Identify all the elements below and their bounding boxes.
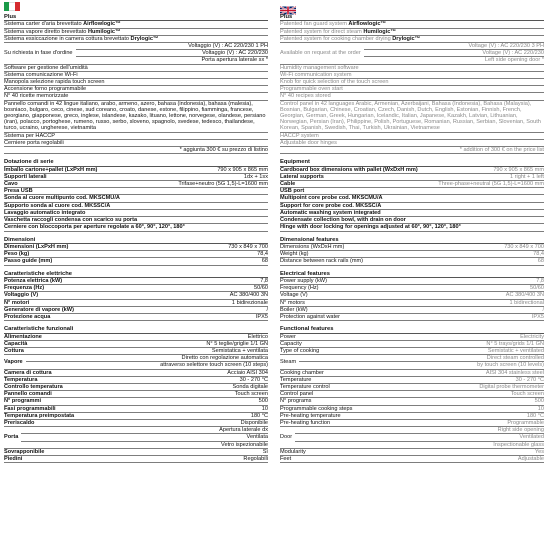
italy-flag-icon (4, 2, 268, 11)
languages-paragraph: Control panel in 42 languages Arabic, Armenian, Azerbaijani, Bahasa (Indonesia), Bahasa (Malaysia), Bosnian, Bulgarian, Chinese, Croatian, Czech, Danish, Dutch, English, Estonian, Finnish, French, Georgian, German, Greek, Hungarian, Icelandic, Italian, Japanese, Kazakh, Latvian, Lithuanian, Norwegian, Persian (Iran), Philippine, Polish, Portuguese, Romanian, Russian, Serbian, Slovenian, South Korean, Spanish, Swedish, Thai, Turkish, Ukrainian, Vietnamese (280, 101, 544, 133)
steam-row: Steam Direct steam controlled by touch screen (10 levels) (280, 355, 544, 369)
languages-paragraph: Pannello comandi in 42 lingue italiano, arabo, armeno, azero, bahasa (indonesia), bahasa (malesia), bosniaco, bulgaro, ceco, cinese, sud coreano, croato, danese, estone, filippino, fiamminga, francese, georgiano, giapponese, greco, inglese, islandese, kazako, lituano, lettone, norvegese, olandese, persiano (iran), polacco, portoghese, rumeno, russo, serbo, sloveno, spagnolo, svedese, tedesco, thailandese, turco, ucraino, ungherese, vietnamita (4, 101, 268, 133)
feature-row: Sistema essiccazione in camera cottura brevettato Drylogic™ (4, 36, 268, 43)
spec-row: Lavaggio automatico integrato (4, 210, 268, 217)
spec-row: Hinge with door locking for openings adjusted at 60°, 90°, 120°, 180° (280, 224, 544, 231)
door-row: Porta Apertura laterale dx Ventilata Vetro ispezionabile (4, 427, 268, 448)
spec-row: Temperature 30 - 270 °C (280, 376, 544, 383)
spec-row: Cottura Semistatica + ventilata (4, 347, 268, 354)
section-heading: Plus (4, 14, 268, 21)
spec-row: N° programmi 500 (4, 398, 268, 405)
spec-row: Peso (kg) 78,4 (4, 251, 268, 258)
section-heading: Plus (280, 14, 544, 21)
section-heading: Dimensional features (280, 237, 544, 244)
spec-row: N° motori 1 bidirezionale (4, 299, 268, 306)
feature-row: Programmable oven start (280, 86, 544, 93)
spec-row: Type of cooking Semistatic + ventilated (280, 347, 544, 354)
feature-row: Cerniere porta regolabili (4, 140, 268, 147)
feature-row: Sistema carter d'aria brevettato Airflowlogic™ (4, 21, 268, 28)
spec-row: Dimensioni (LxPxH mm) 730 x 849 x 700 (4, 243, 268, 250)
spec-row: Temperature control Digital probe thermometer (280, 383, 544, 390)
spec-row: Frequenza (Hz) 50/60 (4, 285, 268, 292)
spec-row: Power supply (kW) 7,8 (280, 277, 544, 284)
feature-row: HACCP system (280, 133, 544, 140)
section-heading: Caratteristiche elettriche (4, 271, 268, 278)
feature-row: Adjustable door hinges (280, 140, 544, 147)
spec-row: Capacity N° 5 trays/grids 1/1 GN (280, 340, 544, 347)
feature-row: Manopola selezione rapida touch screen (4, 79, 268, 86)
feature-row: N° 40 ricette memorizzate (4, 93, 268, 100)
feature-row: Patented system for cooking chamber drying Drylogic™ (280, 36, 544, 43)
spec-row: Protezione acqua IPX5 (4, 313, 268, 320)
spec-row: Cerniere con bloccoporta per aperture regolate a 60°, 90°, 120°, 180° (4, 224, 268, 231)
section-heading: Electrical features (280, 271, 544, 278)
section-heading: Dimensioni (4, 237, 268, 244)
spec-row: Condensate collection bowl, with drain on door (280, 217, 544, 224)
spec-row: Control panel Touch screen (280, 391, 544, 398)
spec-row: Sonda al cuore multipunto cod. MKSCMU/A (4, 195, 268, 202)
section-heading: Dotazione di serie (4, 159, 268, 166)
price-note: * addition of 300 € on the price list (280, 147, 544, 154)
spec-row: Support for core probe cod. MKSSC/A (280, 203, 544, 210)
spec-row: Feet Adjustable (280, 456, 544, 462)
door-row: Door Right side opening Ventilated Inspectionable glass (280, 427, 544, 448)
spec-row: N° programs 500 (280, 398, 544, 405)
italian-column (4, 0, 268, 463)
section-heading: Functional features (280, 326, 544, 333)
spec-row: Pre-heating temperature 180 °C (280, 412, 544, 419)
spec-row: Power Electricity (280, 333, 544, 340)
feature-row: Wi-Fi communication system (280, 72, 544, 79)
feature-row: Software per gestione dell'umidità (4, 65, 268, 72)
feature-row: Patented fan guard system Airflowlogic™ (280, 21, 544, 28)
spec-row: Distance between rack rails (mm) 68 (280, 258, 544, 265)
english-column (280, 0, 544, 463)
spec-row: Presa USB (4, 188, 268, 195)
feature-row: Sistema per HACCP (4, 133, 268, 140)
feature-row: Patented system for direct steam Humilogic™ (280, 29, 544, 36)
spec-row: Weight (kg) 78,4 (280, 251, 544, 258)
spec-row: Dimensions (WxDxH mm) 730 x 849 x 700 (280, 243, 544, 250)
steam-row: Vapore Diretto con regolazione automatica attraverso selettore touch screen (10 steps) (4, 355, 268, 369)
spec-row: Supporto sonda al cuore cod. MKSSC/A (4, 203, 268, 210)
on-request-row: Su richiesta in fase d'ordine Voltaggio (V) : AC 220/230 1 PH Voltaggio (V) : AC 220/230 Porta apertura laterale sx * (4, 43, 268, 64)
spec-row: Lateral supports 1 right + 1 left (280, 173, 544, 180)
spec-row: Multipoint core probe cod. MKSCMU/A (280, 195, 544, 202)
spec-row: Imballo cartone+pallet (LxPxH mm) 790 x 905 x 865 mm (4, 166, 268, 173)
spec-row: Temperatura preimpostata 180 °C (4, 412, 268, 419)
spec-row: Capacità N° 5 teglie/griglie 1/1 GN (4, 340, 268, 347)
spec-row: Boiler (kW) / (280, 306, 544, 313)
spec-row: Preriscaldo Disponibile (4, 419, 268, 426)
on-request-row: Available on request at the order Voltage (V) : AC 220/230 3 PH Voltage (V) : AC 220/230 Left side opening door * (280, 43, 544, 64)
feature-row: N° 40 recipes stored (280, 93, 544, 100)
feature-row: Knob for quick selection of the touch screen (280, 79, 544, 86)
section-heading: Caratteristiche funzionali (4, 326, 268, 333)
spec-row: Frequency (Hz) 50/60 (280, 285, 544, 292)
spec-row: Protection against water IPX5 (280, 313, 544, 320)
spec-row: Programmable cooking steps 10 (280, 405, 544, 412)
spec-row: Cavo Trifase+neutro (5G 1,5)-L=1600 mm (4, 181, 268, 188)
spec-row: USB port (280, 188, 544, 195)
spec-row: Piedini Regolabili (4, 456, 268, 462)
spec-row: Vaschetta raccogli condensa con scarico su porta (4, 217, 268, 224)
spec-row: Controllo temperatura Sonda digitale (4, 383, 268, 390)
spec-row: Generatore di vapore (kW) / (4, 306, 268, 313)
price-note: * aggiunta 300 € su prezzo di listino (4, 147, 268, 154)
spec-row: Voltaggio (V) AC 380/400 3N (4, 292, 268, 299)
spec-row: Fasi programmabili 10 (4, 405, 268, 412)
spec-row: Sovrapponibile Sì (4, 448, 268, 455)
uk-flag-icon (280, 2, 544, 11)
spec-row: Voltage (V) AC 380/400 3N (280, 292, 544, 299)
spec-row: Automatic washing system integrated (280, 210, 544, 217)
feature-row: Sistema comunicazione Wi-Fi (4, 72, 268, 79)
spec-row: Cardboard box dimensions with pallet (WxDxH mm) 790 x 905 x 865 mm (280, 166, 544, 173)
features-list (4, 21, 268, 43)
spec-row: N° motors 1 bidirectional (280, 299, 544, 306)
spec-row: Alimentazione Elettrico (4, 333, 268, 340)
spec-row: Pre-heating function Programmable (280, 419, 544, 426)
spec-row: Pannello comandi Touch screen (4, 391, 268, 398)
spec-row: Supporti laterali 1dx + 1sx (4, 173, 268, 180)
spec-row: Passo guide (mm) 68 (4, 258, 268, 265)
spec-row: Temperatura 30 - 270 °C (4, 376, 268, 383)
spec-row: Modularity Yes (280, 448, 544, 455)
feature-row: Humidity management software (280, 65, 544, 72)
feature-row: Sistema vapore diretto brevettato Humilogic™ (4, 29, 268, 36)
section-heading: Equipment (280, 159, 544, 166)
spec-row: Camera di cottura Acciaio AISI 304 (4, 369, 268, 376)
spec-row: Potenza elettrica (kW) 7,8 (4, 277, 268, 284)
spec-row: Cable Three-phase+neutral (5G 1,5)-L=1600 mm (280, 181, 544, 188)
spec-row: Cooking chamber AISI 304 stainless steel (280, 369, 544, 376)
feature-row: Accensione forno programmabile (4, 86, 268, 93)
